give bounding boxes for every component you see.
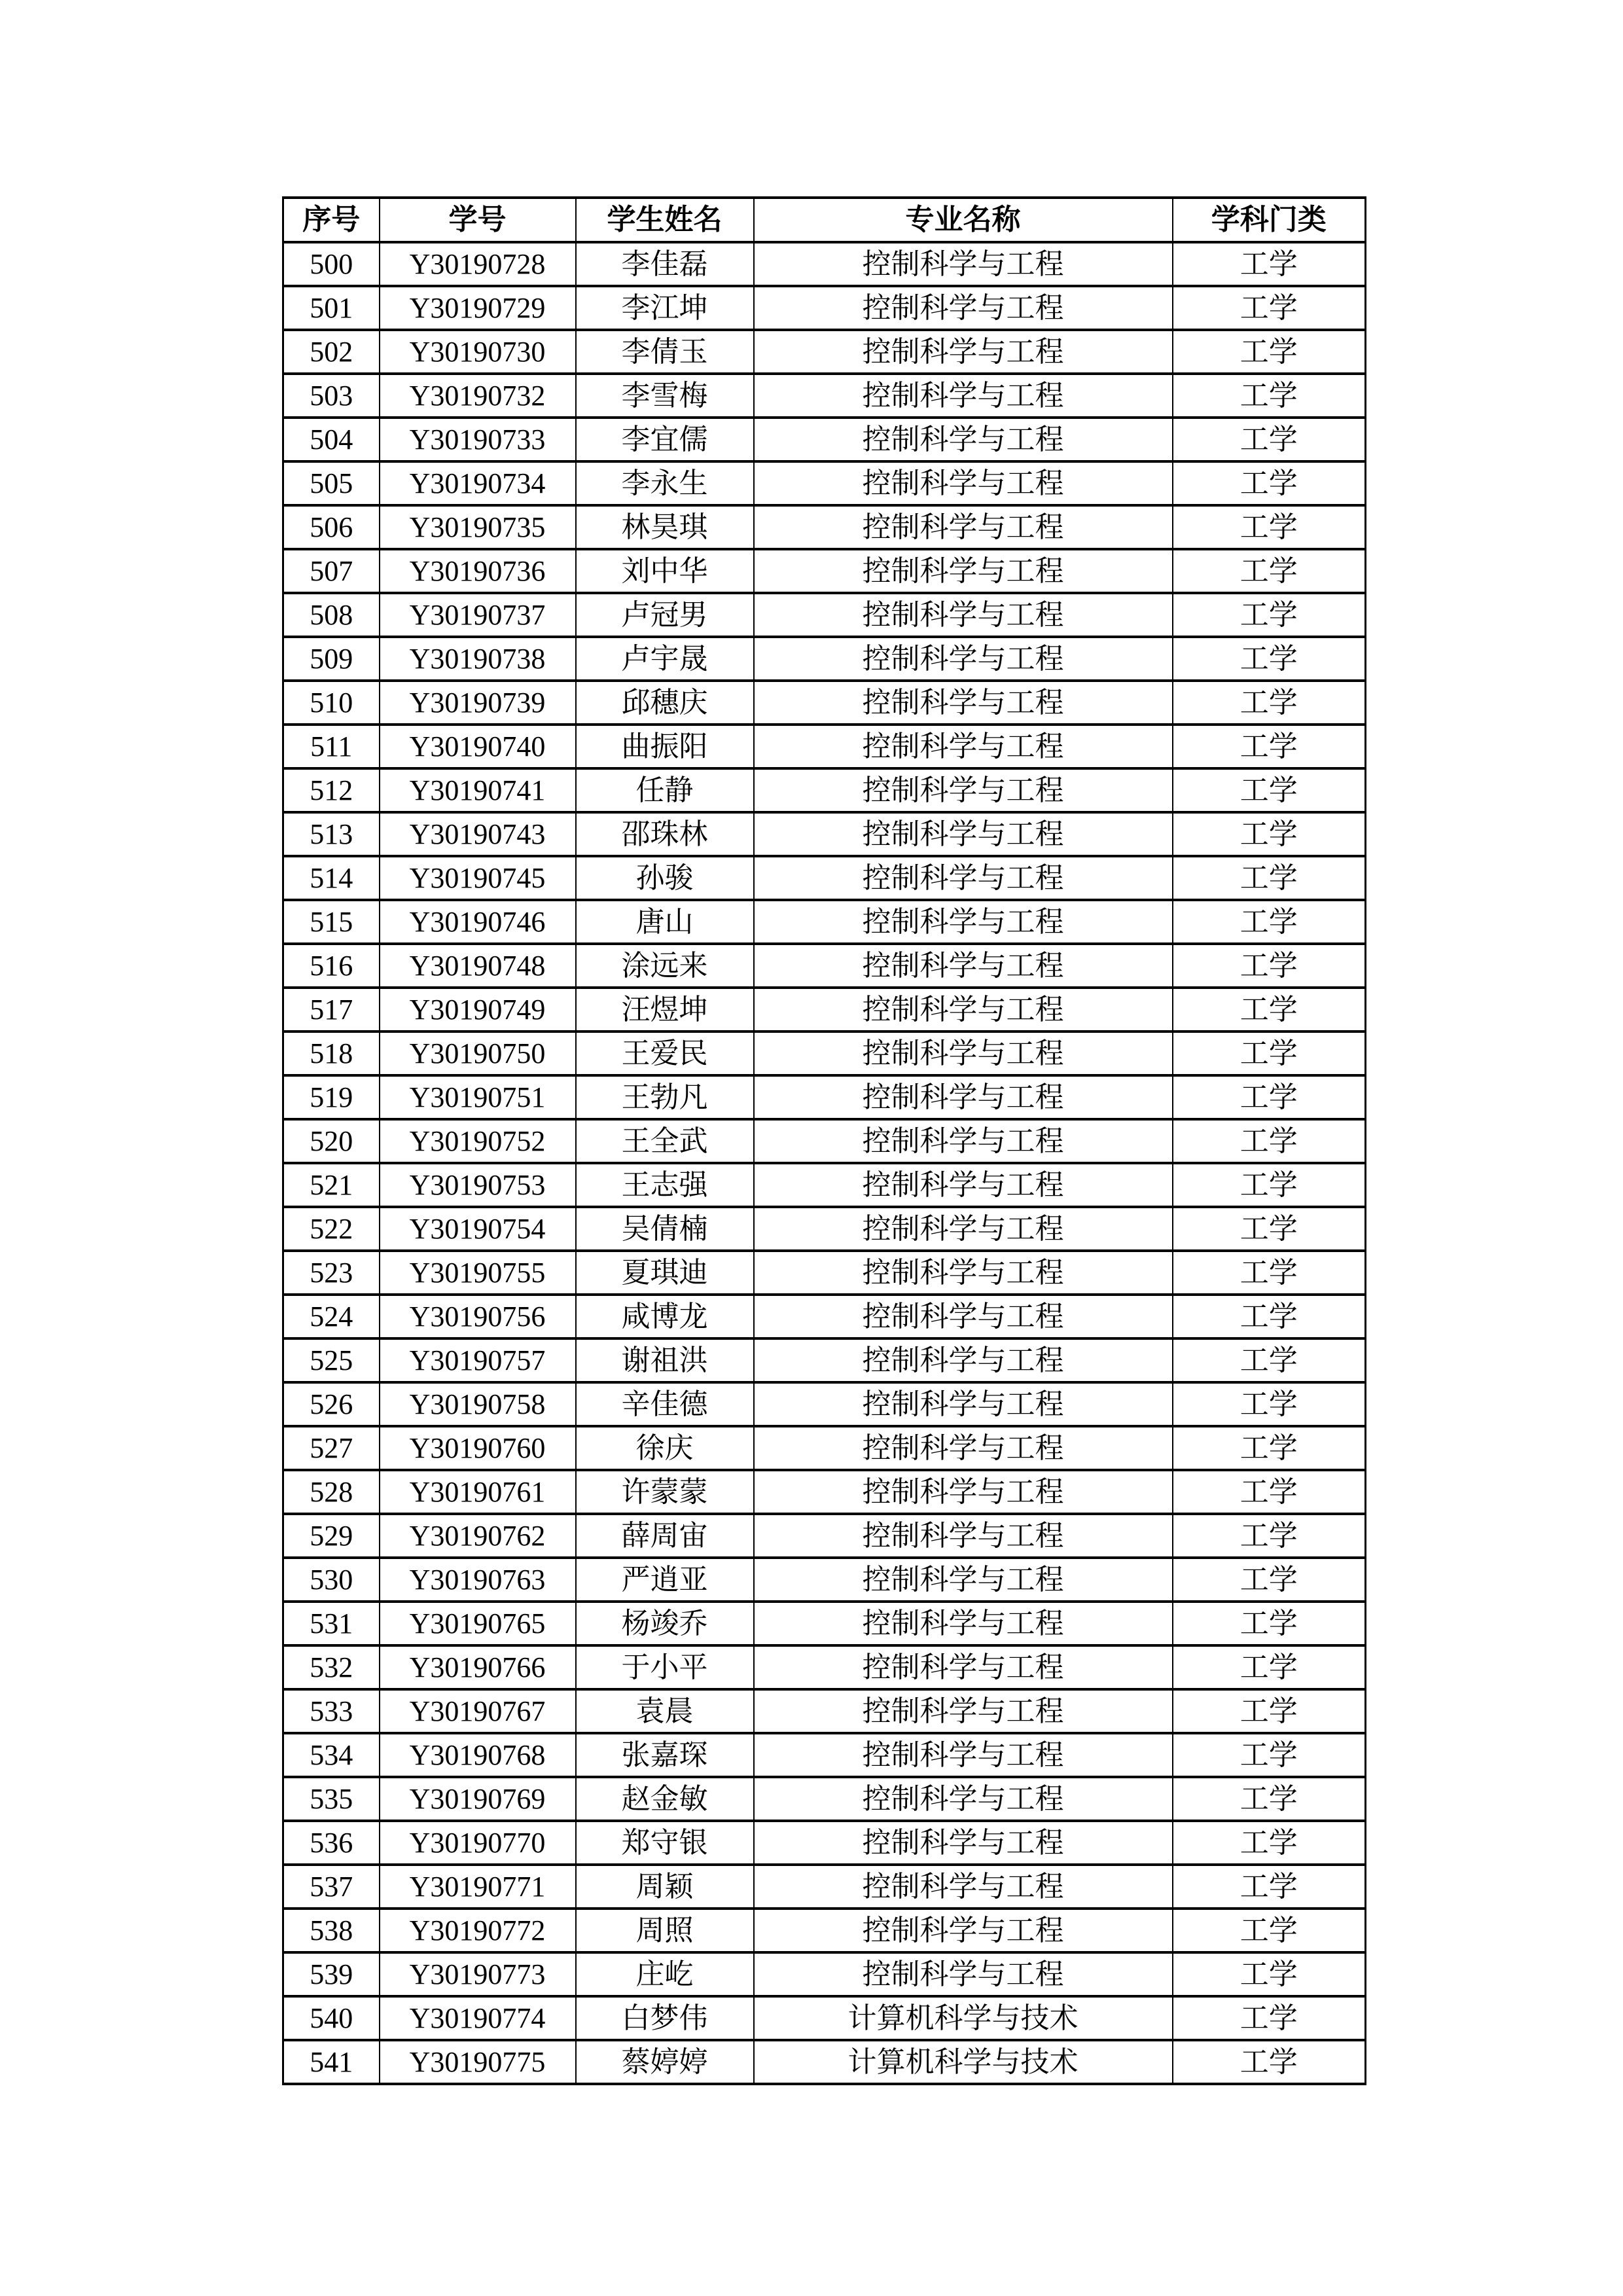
cell-name: 严逍亚: [576, 1558, 754, 1602]
cell-index: 523: [283, 1251, 380, 1295]
table-row: [283, 988, 1366, 1031]
cell-student-id: Y30190765: [380, 1602, 576, 1645]
cell-index: 526: [283, 1382, 380, 1426]
cell-student-id: Y30190760: [380, 1426, 576, 1470]
cell-name: 王全武: [576, 1119, 754, 1163]
table-row: [283, 2040, 1366, 2084]
cell-name: 蔡婷婷: [576, 2040, 754, 2084]
cell-name: 周颖: [576, 1865, 754, 1909]
table-header-row: [283, 198, 1366, 242]
cell-student-id: Y30190767: [380, 1689, 576, 1733]
cell-student-id: Y30190766: [380, 1645, 576, 1689]
cell-index: 538: [283, 1909, 380, 1952]
cell-name: 辛佳德: [576, 1382, 754, 1426]
cell-discipline: 工学: [1173, 1075, 1366, 1119]
cell-student-id: Y30190761: [380, 1470, 576, 1514]
cell-index: 525: [283, 1338, 380, 1382]
cell-discipline: 工学: [1173, 418, 1366, 461]
cell-major: 控制科学与工程: [754, 637, 1173, 681]
table-row: [283, 505, 1366, 549]
table-row: [283, 812, 1366, 856]
cell-major: 控制科学与工程: [754, 1426, 1173, 1470]
cell-name: 李倩玉: [576, 330, 754, 374]
cell-major: 控制科学与工程: [754, 242, 1173, 286]
cell-student-id: Y30190734: [380, 461, 576, 505]
cell-name: 汪煜坤: [576, 988, 754, 1031]
cell-discipline: 工学: [1173, 1733, 1366, 1777]
cell-major: 控制科学与工程: [754, 1602, 1173, 1645]
cell-major: 控制科学与工程: [754, 812, 1173, 856]
cell-discipline: 工学: [1173, 1645, 1366, 1689]
cell-student-id: Y30190775: [380, 2040, 576, 2084]
cell-discipline: 工学: [1173, 1163, 1366, 1207]
cell-name: 郑守银: [576, 1821, 754, 1865]
header-cell-major: 专业名称: [754, 198, 1173, 242]
cell-major: 控制科学与工程: [754, 1119, 1173, 1163]
cell-index: 521: [283, 1163, 380, 1207]
table-row: [283, 1952, 1366, 1996]
table-row: [283, 1645, 1366, 1689]
table-row: [283, 725, 1366, 768]
cell-name: 杨竣乔: [576, 1602, 754, 1645]
cell-student-id: Y30190741: [380, 768, 576, 812]
cell-major: 控制科学与工程: [754, 418, 1173, 461]
table-row: [283, 1558, 1366, 1602]
cell-discipline: 工学: [1173, 1558, 1366, 1602]
cell-student-id: Y30190729: [380, 286, 576, 330]
student-roster-table: [282, 196, 1366, 2085]
cell-index: 522: [283, 1207, 380, 1251]
cell-student-id: Y30190762: [380, 1514, 576, 1558]
cell-major: 控制科学与工程: [754, 1733, 1173, 1777]
cell-discipline: 工学: [1173, 812, 1366, 856]
cell-discipline: 工学: [1173, 1470, 1366, 1514]
cell-name: 唐山: [576, 900, 754, 944]
cell-discipline: 工学: [1173, 1952, 1366, 1996]
cell-name: 王爱民: [576, 1031, 754, 1075]
table-row: [283, 1689, 1366, 1733]
cell-name: 邱穗庆: [576, 681, 754, 725]
table-row: [283, 1207, 1366, 1251]
cell-discipline: 工学: [1173, 286, 1366, 330]
cell-name: 王勃凡: [576, 1075, 754, 1119]
cell-major: 控制科学与工程: [754, 1821, 1173, 1865]
cell-name: 孙骏: [576, 856, 754, 900]
cell-student-id: Y30190738: [380, 637, 576, 681]
cell-name: 袁晨: [576, 1689, 754, 1733]
cell-index: 513: [283, 812, 380, 856]
cell-major: 计算机科学与技术: [754, 2040, 1173, 2084]
cell-index: 506: [283, 505, 380, 549]
cell-index: 500: [283, 242, 380, 286]
cell-student-id: Y30190754: [380, 1207, 576, 1251]
cell-index: 509: [283, 637, 380, 681]
cell-index: 507: [283, 549, 380, 593]
table-row: [283, 418, 1366, 461]
cell-student-id: Y30190750: [380, 1031, 576, 1075]
cell-discipline: 工学: [1173, 2040, 1366, 2084]
cell-discipline: 工学: [1173, 374, 1366, 418]
table-row: [283, 1865, 1366, 1909]
cell-index: 540: [283, 1996, 380, 2040]
cell-student-id: Y30190774: [380, 1996, 576, 2040]
cell-major: 控制科学与工程: [754, 1865, 1173, 1909]
cell-discipline: 工学: [1173, 1689, 1366, 1733]
cell-discipline: 工学: [1173, 330, 1366, 374]
cell-name: 赵金敏: [576, 1777, 754, 1821]
cell-index: 505: [283, 461, 380, 505]
cell-discipline: 工学: [1173, 242, 1366, 286]
cell-student-id: Y30190737: [380, 593, 576, 637]
cell-discipline: 工学: [1173, 1207, 1366, 1251]
cell-index: 510: [283, 681, 380, 725]
cell-student-id: Y30190736: [380, 549, 576, 593]
cell-major: 控制科学与工程: [754, 1295, 1173, 1338]
cell-major: 控制科学与工程: [754, 1952, 1173, 1996]
cell-index: 527: [283, 1426, 380, 1470]
cell-name: 白梦伟: [576, 1996, 754, 2040]
cell-index: 514: [283, 856, 380, 900]
cell-major: 控制科学与工程: [754, 593, 1173, 637]
cell-index: 536: [283, 1821, 380, 1865]
cell-index: 518: [283, 1031, 380, 1075]
cell-discipline: 工学: [1173, 1295, 1366, 1338]
cell-major: 控制科学与工程: [754, 374, 1173, 418]
cell-discipline: 工学: [1173, 1251, 1366, 1295]
cell-index: 529: [283, 1514, 380, 1558]
cell-student-id: Y30190763: [380, 1558, 576, 1602]
cell-index: 531: [283, 1602, 380, 1645]
cell-student-id: Y30190769: [380, 1777, 576, 1821]
cell-index: 517: [283, 988, 380, 1031]
cell-name: 李宜儒: [576, 418, 754, 461]
cell-name: 王志强: [576, 1163, 754, 1207]
cell-student-id: Y30190730: [380, 330, 576, 374]
cell-student-id: Y30190755: [380, 1251, 576, 1295]
cell-major: 控制科学与工程: [754, 549, 1173, 593]
cell-index: 541: [283, 2040, 380, 2084]
cell-major: 控制科学与工程: [754, 768, 1173, 812]
cell-index: 511: [283, 725, 380, 768]
cell-discipline: 工学: [1173, 1777, 1366, 1821]
cell-discipline: 工学: [1173, 1382, 1366, 1426]
cell-name: 薛周宙: [576, 1514, 754, 1558]
cell-student-id: Y30190770: [380, 1821, 576, 1865]
cell-major: 控制科学与工程: [754, 461, 1173, 505]
table-row: [283, 593, 1366, 637]
cell-major: 控制科学与工程: [754, 1645, 1173, 1689]
header-cell-index: 序号: [283, 198, 380, 242]
cell-student-id: Y30190748: [380, 944, 576, 988]
cell-major: 控制科学与工程: [754, 505, 1173, 549]
table-row: [283, 374, 1366, 418]
cell-student-id: Y30190732: [380, 374, 576, 418]
cell-student-id: Y30190739: [380, 681, 576, 725]
table-row: [283, 1031, 1366, 1075]
cell-student-id: Y30190735: [380, 505, 576, 549]
table-row: [283, 242, 1366, 286]
cell-index: 533: [283, 1689, 380, 1733]
table-row: [283, 549, 1366, 593]
cell-name: 谢祖洪: [576, 1338, 754, 1382]
cell-index: 530: [283, 1558, 380, 1602]
cell-major: 控制科学与工程: [754, 944, 1173, 988]
cell-name: 庄屹: [576, 1952, 754, 1996]
cell-name: 李永生: [576, 461, 754, 505]
cell-major: 控制科学与工程: [754, 1777, 1173, 1821]
cell-major: 控制科学与工程: [754, 856, 1173, 900]
cell-name: 于小平: [576, 1645, 754, 1689]
table-row: [283, 461, 1366, 505]
cell-major: 控制科学与工程: [754, 725, 1173, 768]
cell-name: 卢冠男: [576, 593, 754, 637]
table-row: [283, 900, 1366, 944]
cell-name: 曲振阳: [576, 725, 754, 768]
cell-discipline: 工学: [1173, 1602, 1366, 1645]
table-row: [283, 1119, 1366, 1163]
table-row: [283, 330, 1366, 374]
cell-index: 508: [283, 593, 380, 637]
table-row: [283, 1514, 1366, 1558]
table-row: [283, 1426, 1366, 1470]
table-row: [283, 1251, 1366, 1295]
cell-discipline: 工学: [1173, 1119, 1366, 1163]
cell-discipline: 工学: [1173, 681, 1366, 725]
cell-discipline: 工学: [1173, 593, 1366, 637]
cell-name: 刘中华: [576, 549, 754, 593]
cell-index: 537: [283, 1865, 380, 1909]
cell-student-id: Y30190733: [380, 418, 576, 461]
cell-discipline: 工学: [1173, 725, 1366, 768]
cell-major: 控制科学与工程: [754, 1514, 1173, 1558]
cell-major: 控制科学与工程: [754, 988, 1173, 1031]
cell-student-id: Y30190751: [380, 1075, 576, 1119]
cell-discipline: 工学: [1173, 1996, 1366, 2040]
cell-student-id: Y30190771: [380, 1865, 576, 1909]
cell-major: 控制科学与工程: [754, 330, 1173, 374]
table-row: [283, 1602, 1366, 1645]
cell-student-id: Y30190756: [380, 1295, 576, 1338]
cell-student-id: Y30190749: [380, 988, 576, 1031]
cell-student-id: Y30190728: [380, 242, 576, 286]
cell-discipline: 工学: [1173, 1338, 1366, 1382]
cell-major: 控制科学与工程: [754, 1207, 1173, 1251]
cell-major: 控制科学与工程: [754, 900, 1173, 944]
cell-student-id: Y30190752: [380, 1119, 576, 1163]
cell-student-id: Y30190746: [380, 900, 576, 944]
cell-discipline: 工学: [1173, 856, 1366, 900]
cell-major: 控制科学与工程: [754, 1251, 1173, 1295]
cell-discipline: 工学: [1173, 944, 1366, 988]
cell-discipline: 工学: [1173, 768, 1366, 812]
cell-name: 涂远来: [576, 944, 754, 988]
cell-name: 卢宇晟: [576, 637, 754, 681]
table-row: [283, 1295, 1366, 1338]
cell-index: 504: [283, 418, 380, 461]
cell-discipline: 工学: [1173, 1426, 1366, 1470]
cell-index: 512: [283, 768, 380, 812]
cell-index: 534: [283, 1733, 380, 1777]
header-cell-discipline: 学科门类: [1173, 198, 1366, 242]
cell-major: 控制科学与工程: [754, 1558, 1173, 1602]
table-row: [283, 1163, 1366, 1207]
cell-discipline: 工学: [1173, 1031, 1366, 1075]
cell-student-id: Y30190768: [380, 1733, 576, 1777]
cell-major: 控制科学与工程: [754, 1338, 1173, 1382]
table-row: [283, 637, 1366, 681]
table-row: [283, 1821, 1366, 1865]
header-cell-student-id: 学号: [380, 198, 576, 242]
table-row: [283, 1075, 1366, 1119]
cell-name: 邵珠林: [576, 812, 754, 856]
cell-index: 501: [283, 286, 380, 330]
cell-major: 控制科学与工程: [754, 1075, 1173, 1119]
cell-name: 夏琪迪: [576, 1251, 754, 1295]
cell-index: 519: [283, 1075, 380, 1119]
cell-index: 516: [283, 944, 380, 988]
table-row: [283, 856, 1366, 900]
cell-index: 532: [283, 1645, 380, 1689]
cell-major: 控制科学与工程: [754, 286, 1173, 330]
cell-student-id: Y30190740: [380, 725, 576, 768]
cell-discipline: 工学: [1173, 1514, 1366, 1558]
cell-student-id: Y30190753: [380, 1163, 576, 1207]
cell-discipline: 工学: [1173, 1909, 1366, 1952]
cell-index: 515: [283, 900, 380, 944]
cell-major: 控制科学与工程: [754, 1382, 1173, 1426]
cell-name: 李雪梅: [576, 374, 754, 418]
table-row: [283, 681, 1366, 725]
cell-major: 计算机科学与技术: [754, 1996, 1173, 2040]
cell-student-id: Y30190743: [380, 812, 576, 856]
cell-index: 502: [283, 330, 380, 374]
cell-discipline: 工学: [1173, 637, 1366, 681]
cell-name: 张嘉琛: [576, 1733, 754, 1777]
cell-major: 控制科学与工程: [754, 1689, 1173, 1733]
cell-discipline: 工学: [1173, 1821, 1366, 1865]
cell-major: 控制科学与工程: [754, 1163, 1173, 1207]
cell-discipline: 工学: [1173, 988, 1366, 1031]
cell-discipline: 工学: [1173, 1865, 1366, 1909]
cell-major: 控制科学与工程: [754, 681, 1173, 725]
cell-name: 林昊琪: [576, 505, 754, 549]
cell-discipline: 工学: [1173, 505, 1366, 549]
cell-student-id: Y30190772: [380, 1909, 576, 1952]
cell-student-id: Y30190757: [380, 1338, 576, 1382]
cell-index: 528: [283, 1470, 380, 1514]
cell-name: 李江坤: [576, 286, 754, 330]
table-row: [283, 1777, 1366, 1821]
table-row: [283, 1909, 1366, 1952]
table-row: [283, 1382, 1366, 1426]
cell-name: 任静: [576, 768, 754, 812]
cell-discipline: 工学: [1173, 461, 1366, 505]
cell-name: 许蒙蒙: [576, 1470, 754, 1514]
cell-index: 524: [283, 1295, 380, 1338]
header-cell-name: 学生姓名: [576, 198, 754, 242]
table-row: [283, 768, 1366, 812]
table-row: [283, 1470, 1366, 1514]
cell-name: 周照: [576, 1909, 754, 1952]
cell-discipline: 工学: [1173, 900, 1366, 944]
cell-major: 控制科学与工程: [754, 1031, 1173, 1075]
table-row: [283, 1733, 1366, 1777]
cell-student-id: Y30190745: [380, 856, 576, 900]
cell-index: 535: [283, 1777, 380, 1821]
cell-index: 539: [283, 1952, 380, 1996]
cell-name: 咸博龙: [576, 1295, 754, 1338]
table-row: [283, 286, 1366, 330]
table-row: [283, 944, 1366, 988]
cell-student-id: Y30190758: [380, 1382, 576, 1426]
cell-major: 控制科学与工程: [754, 1909, 1173, 1952]
cell-student-id: Y30190773: [380, 1952, 576, 1996]
cell-major: 控制科学与工程: [754, 1470, 1173, 1514]
cell-index: 520: [283, 1119, 380, 1163]
table-row: [283, 1996, 1366, 2040]
cell-discipline: 工学: [1173, 549, 1366, 593]
cell-name: 徐庆: [576, 1426, 754, 1470]
cell-name: 李佳磊: [576, 242, 754, 286]
cell-name: 吴倩楠: [576, 1207, 754, 1251]
cell-index: 503: [283, 374, 380, 418]
table-row: [283, 1338, 1366, 1382]
